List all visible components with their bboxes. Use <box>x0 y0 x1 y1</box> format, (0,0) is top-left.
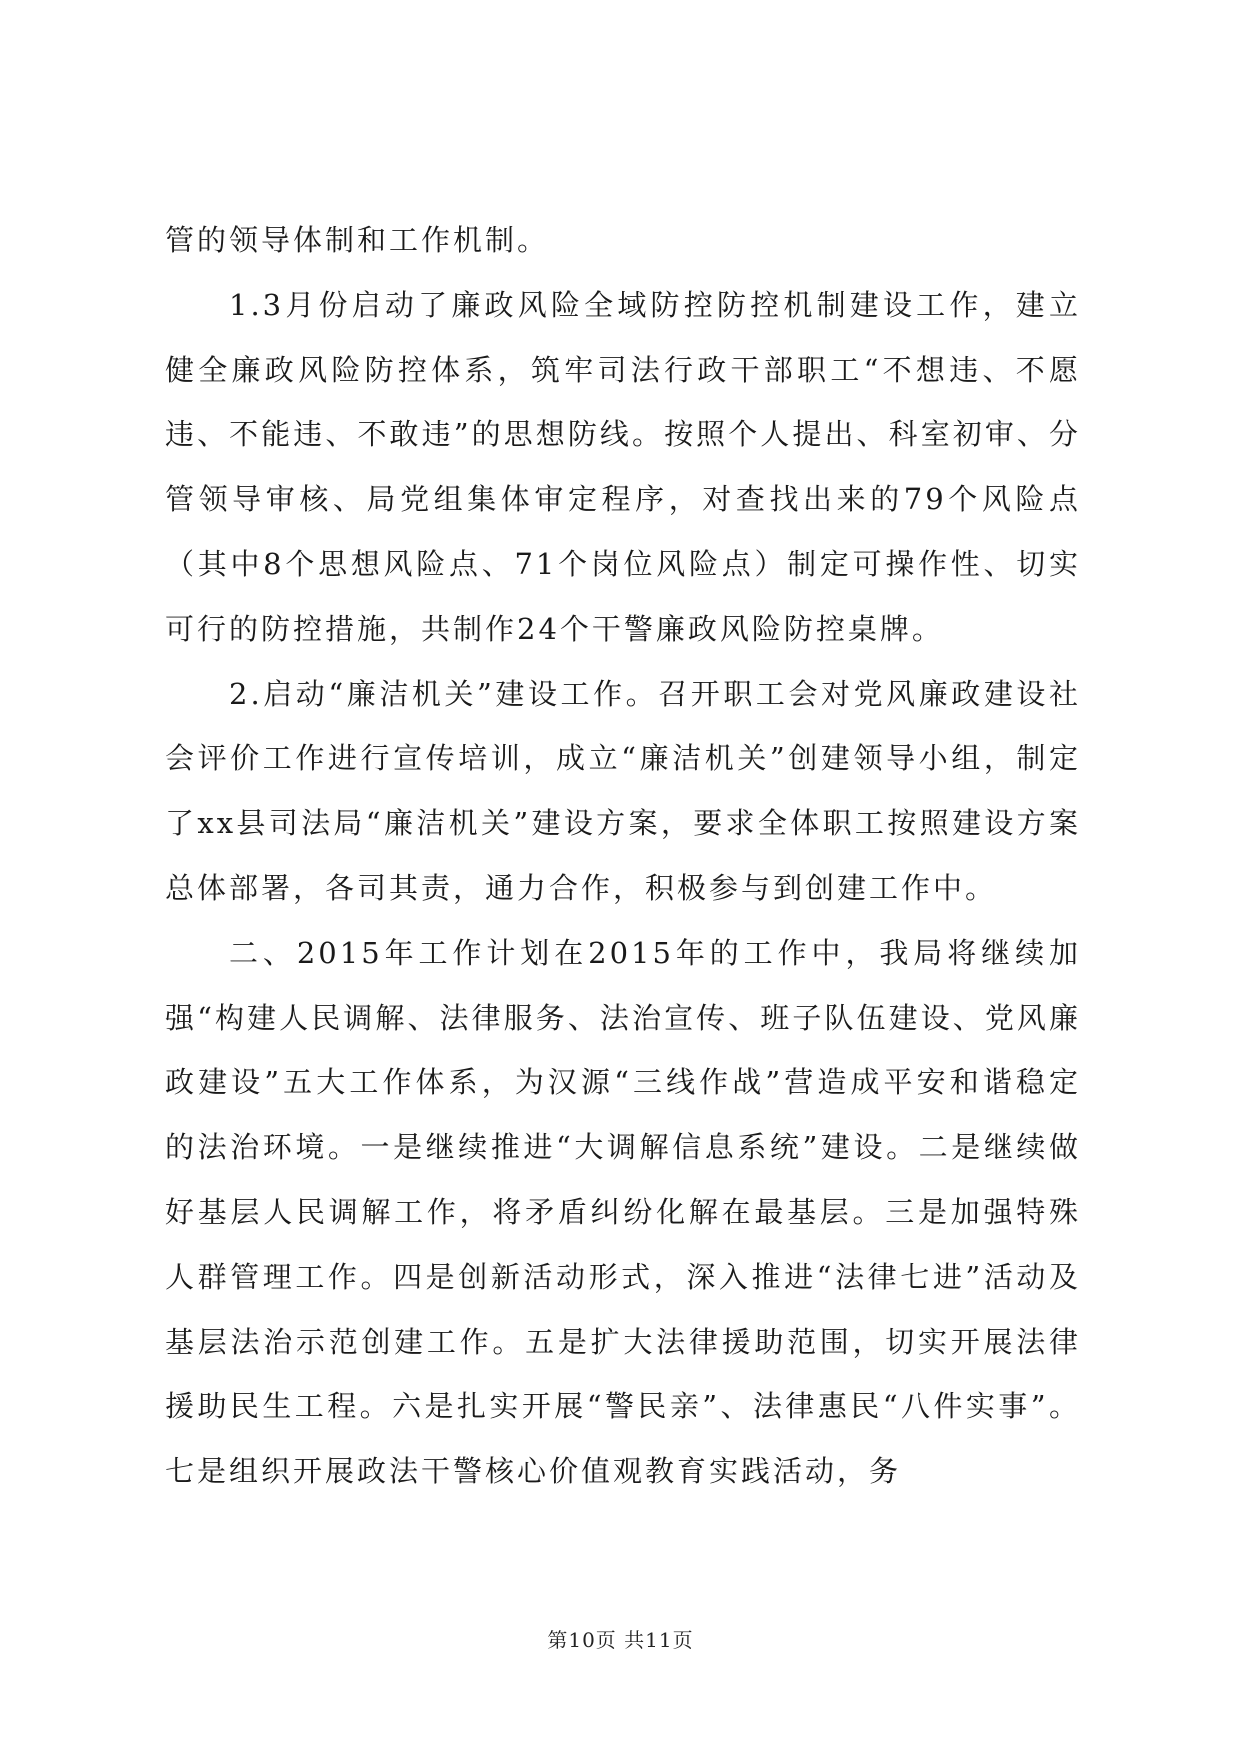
paragraph-3: 2.启动“廉洁机关”建设工作。召开职工会对党风廉政建设社会评价工作进行宣传培训，成立“廉洁机关”创建领导小组，制定了xx县司法局“廉洁机关”建设方案，要求全体职工按照建设方案总体部署，各司其责，通力合作，积极参与到创建工作中。 <box>165 676 1081 905</box>
page-number-label: 第10页 共11页 <box>547 1628 694 1652</box>
paragraph-1: 管的领导体制和工作机制。 <box>165 223 550 257</box>
paragraph-2: 1.3月份启动了廉政风险全域防控防控机制建设工作，建立健全廉政风险防控体系，筑牢司法行政干部职工“不想违、不愿违、不能违、不敢违”的思想防线。按照个人提出、科室初审、分管领导审核、局党组集体审定程序，对查找出来的79个风险点（其中8个思想风险点、71个岗位风险点）制定可操作性、切实可行的防控措施，共制作24个干警廉政风险防控桌牌。 <box>165 287 1081 646</box>
page-footer <box>0 1627 1241 1653</box>
document-body <box>165 208 1081 1504</box>
paragraph-4: 二、2015年工作计划在2015年的工作中，我局将继续加强“构建人民调解、法律服务、法治宣传、班子队伍建设、党风廉政建设”五大工作体系，为汉源“三线作战”营造成平安和谐稳定的法治环境。一是继续推进“大调解信息系统”建设。二是继续做好基层人民调解工作，将矛盾纠纷化解在最基层。三是加强特殊人群管理工作。四是创新活动形式，深入推进“法律七进”活动及基层法治示范创建工作。五是扩大法律援助范围，切实开展法律援助民生工程。六是扎实开展“警民亲”、法律惠民“八件实事”。七是组织开展政法干警核心价值观教育实践活动，务 <box>165 935 1081 1489</box>
